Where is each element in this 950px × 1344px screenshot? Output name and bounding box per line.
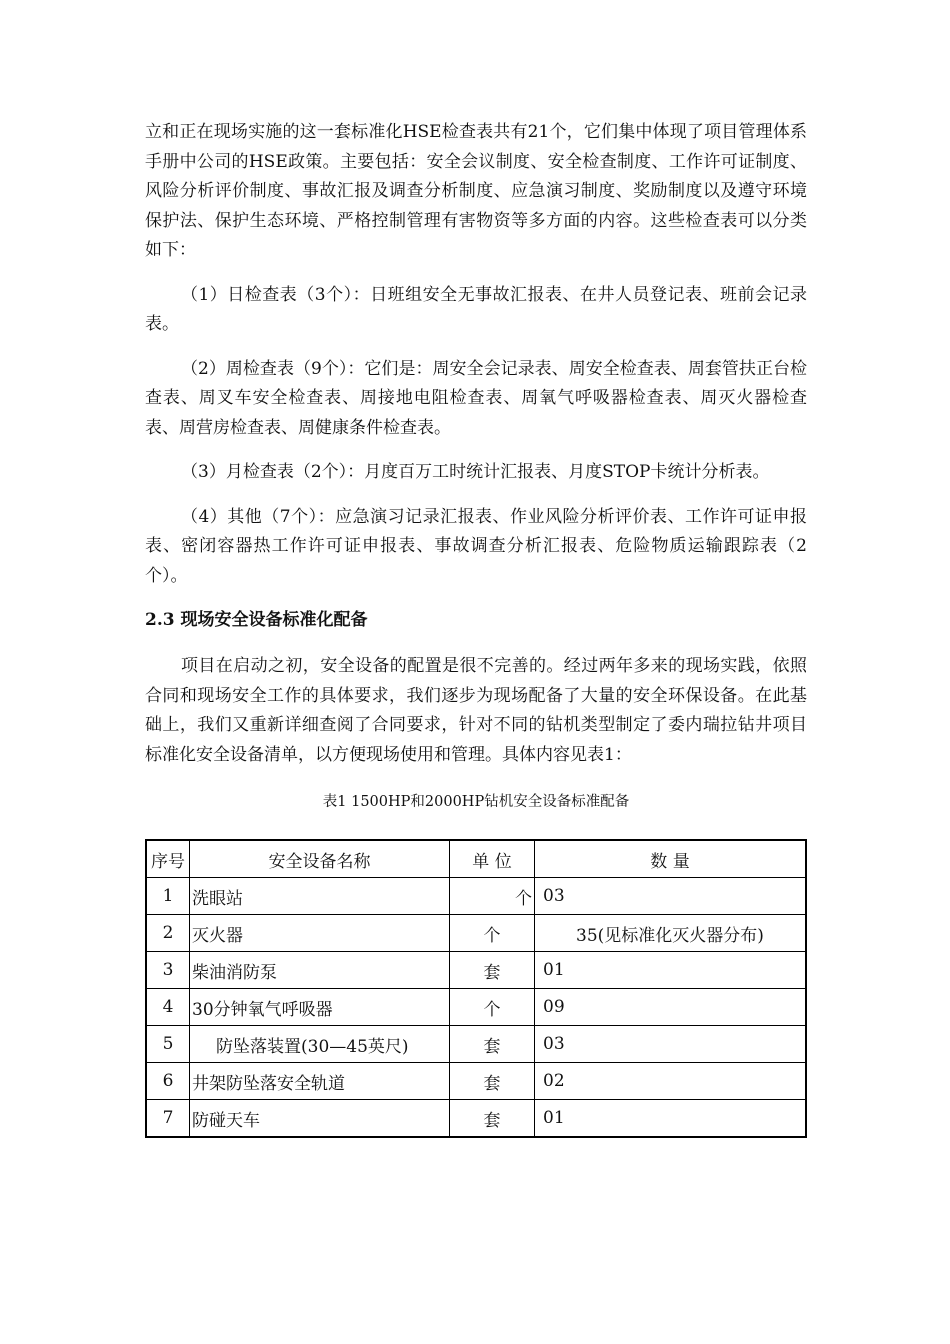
monthly-checklist-paragraph: （3）月检查表（2个）：月度百万工时统计汇报表、月度STOP卡统计分析表。: [181, 462, 770, 482]
row-no: 7: [146, 1100, 190, 1138]
row-unit: 套: [450, 952, 535, 989]
table-row: [146, 989, 806, 1026]
row-unit: 套: [450, 1026, 535, 1063]
table-caption: 表1 1500HP和2000HP钻机安全设备标准配备: [322, 794, 630, 810]
row-no: 3: [146, 952, 190, 989]
row-name: 30分钟氧气呼吸器: [190, 989, 450, 1026]
row-unit: 套: [450, 1100, 535, 1138]
intro-paragraph: 立和正在现场实施的这一套标准化HSE检查表共有21个，它们集中体现了项目管理体系手册中公司的HSE政策。主要包括：安全会议制度、安全检查制度、工作许可证制度、风险分析评价制度、事故汇报及调查分析制度、应急演习制度、奖励制度以及遵守环境保护法、保护生态环境、严格控制管理有害物资等多方面的内容。这些检查表可以分类如下：: [145, 122, 807, 260]
row-unit: 个: [450, 915, 535, 952]
row-name: 柴油消防泵: [190, 952, 450, 989]
row-no: 1: [146, 878, 190, 915]
row-qty: 01: [535, 1100, 807, 1138]
row-name: 防碰天车: [190, 1100, 450, 1138]
row-unit: 套: [450, 1063, 535, 1100]
row-qty: 35(见标准化灭火器分布): [535, 915, 807, 952]
header-name: 安全设备名称: [190, 840, 450, 878]
row-no: 6: [146, 1063, 190, 1100]
row-no: 2: [146, 915, 190, 952]
row-name: 洗眼站: [190, 878, 450, 915]
table-row: [146, 878, 806, 915]
row-qty: 03: [535, 1026, 807, 1063]
table-row: [146, 1063, 806, 1100]
row-no: 5: [146, 1026, 190, 1063]
safety-equipment-table: [145, 839, 807, 1138]
table-header-row: [146, 840, 806, 878]
header-qty: 数 量: [535, 840, 807, 878]
row-qty: 09: [535, 989, 807, 1026]
row-name: 灭火器: [190, 915, 450, 952]
row-qty: 03: [535, 878, 807, 915]
section-body-paragraph: 项目在启动之初，安全设备的配置是很不完善的。经过两年多来的现场实践，依照合同和现场安全工作的具体要求，我们逐步为现场配备了大量的安全环保设备。在此基础上，我们又重新详细查阅了合同要求，针对不同的钻机类型制定了委内瑞拉钻井项目标准化安全设备清单，以方便现场使用和管理。具体内容见表1：: [145, 656, 807, 765]
document-page: [145, 118, 807, 1138]
daily-checklist-paragraph: （1）日检查表（3个）：日班组安全无事故汇报表、在井人员登记表、班前会记录表。: [145, 284, 807, 334]
row-qty: 02: [535, 1063, 807, 1100]
header-unit: 单 位: [450, 840, 535, 878]
row-qty: 01: [535, 952, 807, 989]
table-row: [146, 1100, 806, 1138]
header-no: 序号: [146, 840, 190, 878]
other-checklist-paragraph: （4）其他（7个）：应急演习记录汇报表、作业风险分析评价表、工作许可证申报表、密闭容器热工作许可证申报表、事故调查分析汇报表、危险物质运输跟踪表（2个）。: [145, 506, 807, 586]
weekly-checklist-paragraph: （2）周检查表（9个）：它们是：周安全会记录表、周安全检查表、周套管扶正台检查表、周叉车安全检查表、周接地电阻检查表、周氧气呼吸器检查表、周灭火器检查表、周营房检查表、周健康条件检查表。: [145, 358, 807, 438]
section-heading: 2.3 现场安全设备标准化配备: [145, 610, 368, 630]
table-row: [146, 915, 806, 952]
row-name: 防坠落装置(30—45英尺): [190, 1026, 450, 1063]
row-unit: 个: [450, 878, 535, 915]
row-no: 4: [146, 989, 190, 1026]
table-row: [146, 952, 806, 989]
table-row: [146, 1026, 806, 1063]
row-name: 井架防坠落安全轨道: [190, 1063, 450, 1100]
row-unit: 个: [450, 989, 535, 1026]
